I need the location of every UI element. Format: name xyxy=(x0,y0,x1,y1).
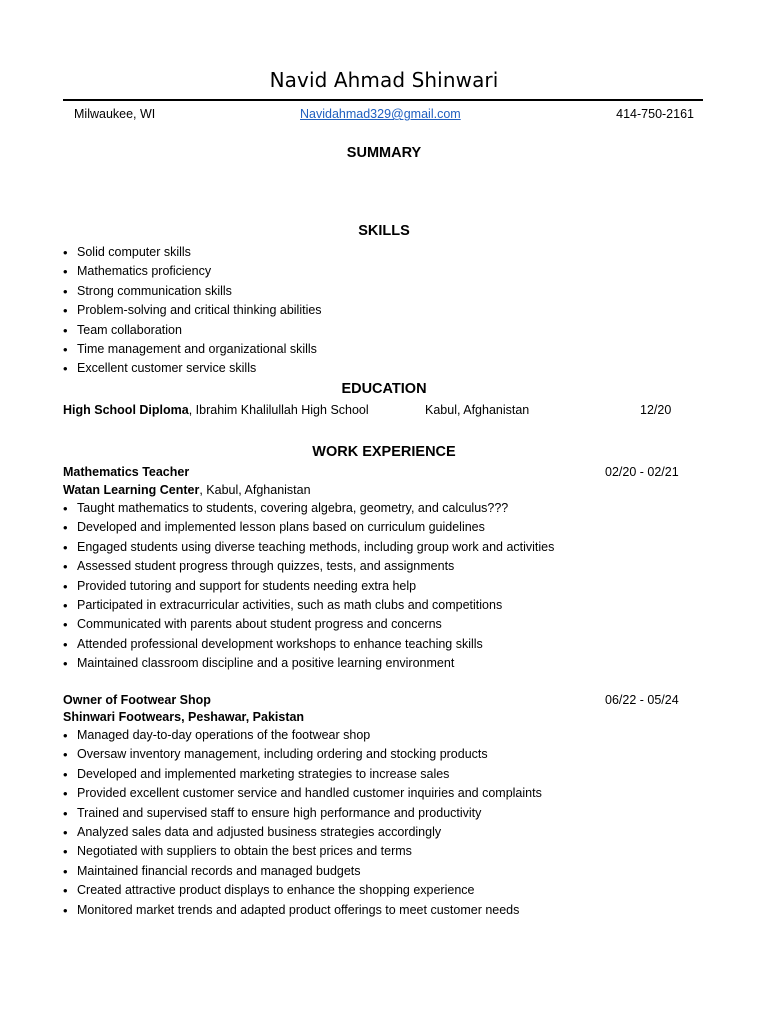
job-title: Mathematics Teacher xyxy=(63,465,190,479)
employer-location: , Kabul, Afghanistan xyxy=(199,483,311,497)
job-duty: • Developed and implemented marketing strategies to increase sales xyxy=(63,765,542,784)
skill-item: • Mathematics proficiency xyxy=(63,262,322,281)
job-dates: 06/22 - 05/24 xyxy=(605,693,679,707)
job-duty: • Managed day-to-day operations of the footwear shop xyxy=(63,726,542,745)
job-duty: • Assessed student progress through quizzes, tests, and assignments xyxy=(63,557,554,576)
job-duty: • Attended professional development workshops to enhance teaching skills xyxy=(63,635,554,654)
job-duty: • Negotiated with suppliers to obtain the best prices and terms xyxy=(63,842,542,861)
education-location: Kabul, Afghanistan xyxy=(425,403,530,417)
skill-item: • Strong communication skills xyxy=(63,282,322,301)
job-title: Owner of Footwear Shop xyxy=(63,693,211,707)
skill-item: • Problem-solving and critical thinking abilities xyxy=(63,301,322,320)
job-duty: • Created attractive product displays to enhance the shopping experience xyxy=(63,881,542,900)
summary-heading: SUMMARY xyxy=(346,145,422,161)
skill-item: • Excellent customer service skills xyxy=(63,359,322,378)
skills-heading: SKILLS xyxy=(358,223,410,239)
job-employer xyxy=(63,482,311,498)
education-date: 12/20 xyxy=(640,403,672,417)
job-duty: • Monitored market trends and adapted product offerings to meet customer needs xyxy=(63,901,542,920)
job-duty: • Oversaw inventory management, including ordering and stocking products xyxy=(63,745,542,764)
job-duty: • Communicated with parents about student progress and concerns xyxy=(63,615,554,634)
job-duty: • Developed and implemented lesson plans based on curriculum guidelines xyxy=(63,518,554,537)
job-duty: • Maintained classroom discipline and a positive learning environment xyxy=(63,654,554,673)
skill-item: • Team collaboration xyxy=(63,321,322,340)
job-duty: • Provided tutoring and support for students needing extra help xyxy=(63,577,554,596)
education-school: , Ibrahim Khalilullah High School xyxy=(188,403,369,417)
job-duty: • Taught mathematics to students, covering algebra, geometry, and calculus??? xyxy=(63,499,554,518)
job-duty: • Maintained financial records and managed budgets xyxy=(63,862,542,881)
job-dates: 02/20 - 02/21 xyxy=(605,465,679,479)
education-degree: High School Diploma xyxy=(63,403,189,417)
job-duty: • Participated in extracurricular activities, such as math clubs and competitions xyxy=(63,596,554,615)
job-duties-list xyxy=(63,499,554,674)
work-heading: WORK EXPERIENCE xyxy=(312,444,456,460)
job-duty: • Engaged students using diverse teaching methods, including group work and activities xyxy=(63,538,554,557)
candidate-name: Navid Ahmad Shinwari xyxy=(269,68,499,92)
education-heading: EDUCATION xyxy=(341,381,427,397)
skill-item: • Solid computer skills xyxy=(63,243,322,262)
contact-phone: 414-750-2161 xyxy=(616,107,694,121)
job-duty: • Provided excellent customer service and handled customer inquiries and complaints xyxy=(63,784,542,803)
job-employer: Shinwari Footwears, Peshawar, Pakistan xyxy=(63,710,305,724)
employer-name: Watan Learning Center xyxy=(63,483,200,497)
header-divider xyxy=(63,99,703,101)
job-duty: • Analyzed sales data and adjusted business strategies accordingly xyxy=(63,823,542,842)
skill-item: • Time management and organizational skills xyxy=(63,340,322,359)
education-entry xyxy=(63,402,369,418)
skills-list xyxy=(63,243,322,379)
contact-email-link[interactable]: Navidahmad329@gmail.com xyxy=(300,107,461,121)
job-duty: • Trained and supervised staff to ensure high performance and productivity xyxy=(63,804,542,823)
job-duties-list xyxy=(63,726,542,920)
contact-location: Milwaukee, WI xyxy=(74,107,156,121)
